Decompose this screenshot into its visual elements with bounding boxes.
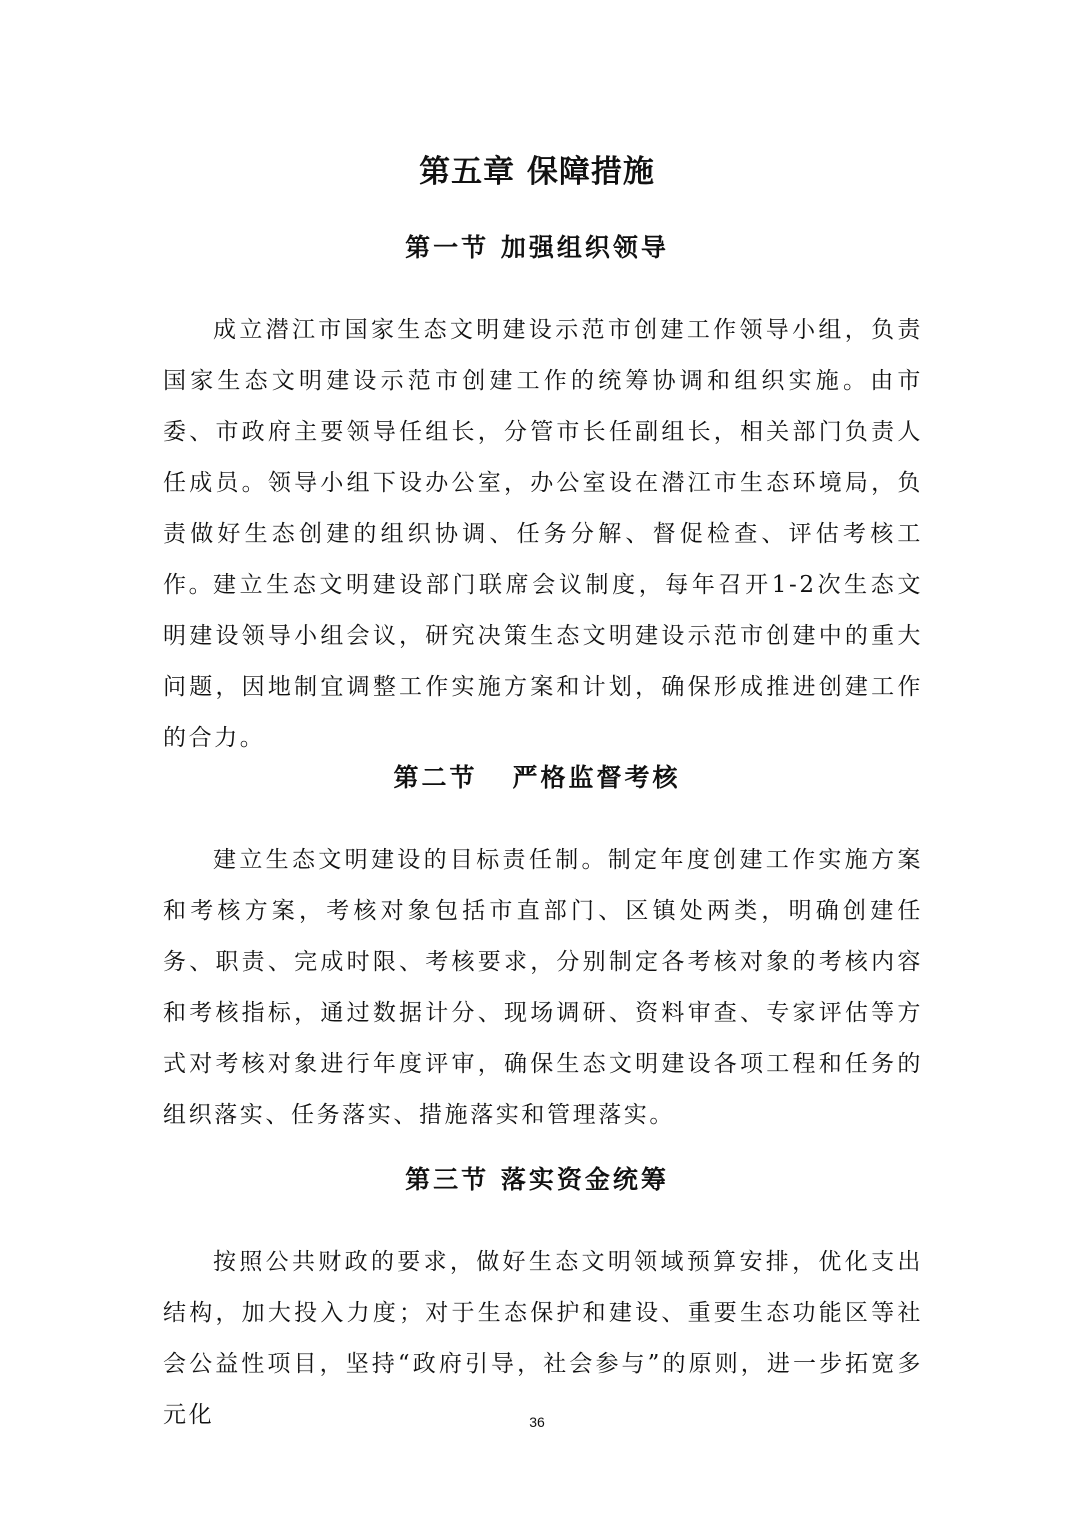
page-number: 36 — [529, 1414, 545, 1430]
section-title-3: 第三节 落实资金统筹 — [405, 1165, 669, 1194]
section-1-paragraph-1: 成立潜江市国家生态文明建设示范市创建工作领导小组，负责国家生态文明建设示范市创建工作的统筹协调和组织实施。由市委、市政府主要领导任组长，分管市长任副组长，相关部门负责人任成员。领导小组下设办公室，办公室设在潜江市生态环境局，负责做好生态创建的组织协调、任务分解、督促检查、评估考核工作。 — [163, 317, 923, 598]
section-1-paragraph-2: 建立生态文明建设部门联席会议制度，每年召开1-2次生态文明建设领导小组会议，研究决策生态文明建设示范市创建中的重大问题，因地制宜调整工作实施方案和计划，确保形成推进创建工作的合力。 — [163, 572, 923, 751]
section-title-2: 第二节 严格监督考核 — [393, 763, 681, 792]
section-title-1: 第一节 加强组织领导 — [405, 233, 669, 262]
chapter-title: 第五章 保障措施 — [419, 154, 655, 190]
section-3-paragraph-1: 按照公共财政的要求，做好生态文明领域预算安排，优化支出结构，加大投入力度；对于生态保护和建设、重要生态功能区等社会公益性项目，坚持“政府引导，社会参与”的原则，进一步拓宽多元化 — [163, 1249, 923, 1428]
section-2-paragraph-1: 建立生态文明建设的目标责任制。制定年度创建工作实施方案和考核方案，考核对象包括市直部门、区镇处两类，明确创建任务、职责、完成时限、考核要求，分别制定各考核对象的考核内容和考核指标，通过数据计分、现场调研、资料审查、专家评估等方式对考核对象进行年度评审，确保生态文明建设各项工程和任务的组织落实、任务落实、措施落实和管理落实。 — [163, 847, 923, 1128]
